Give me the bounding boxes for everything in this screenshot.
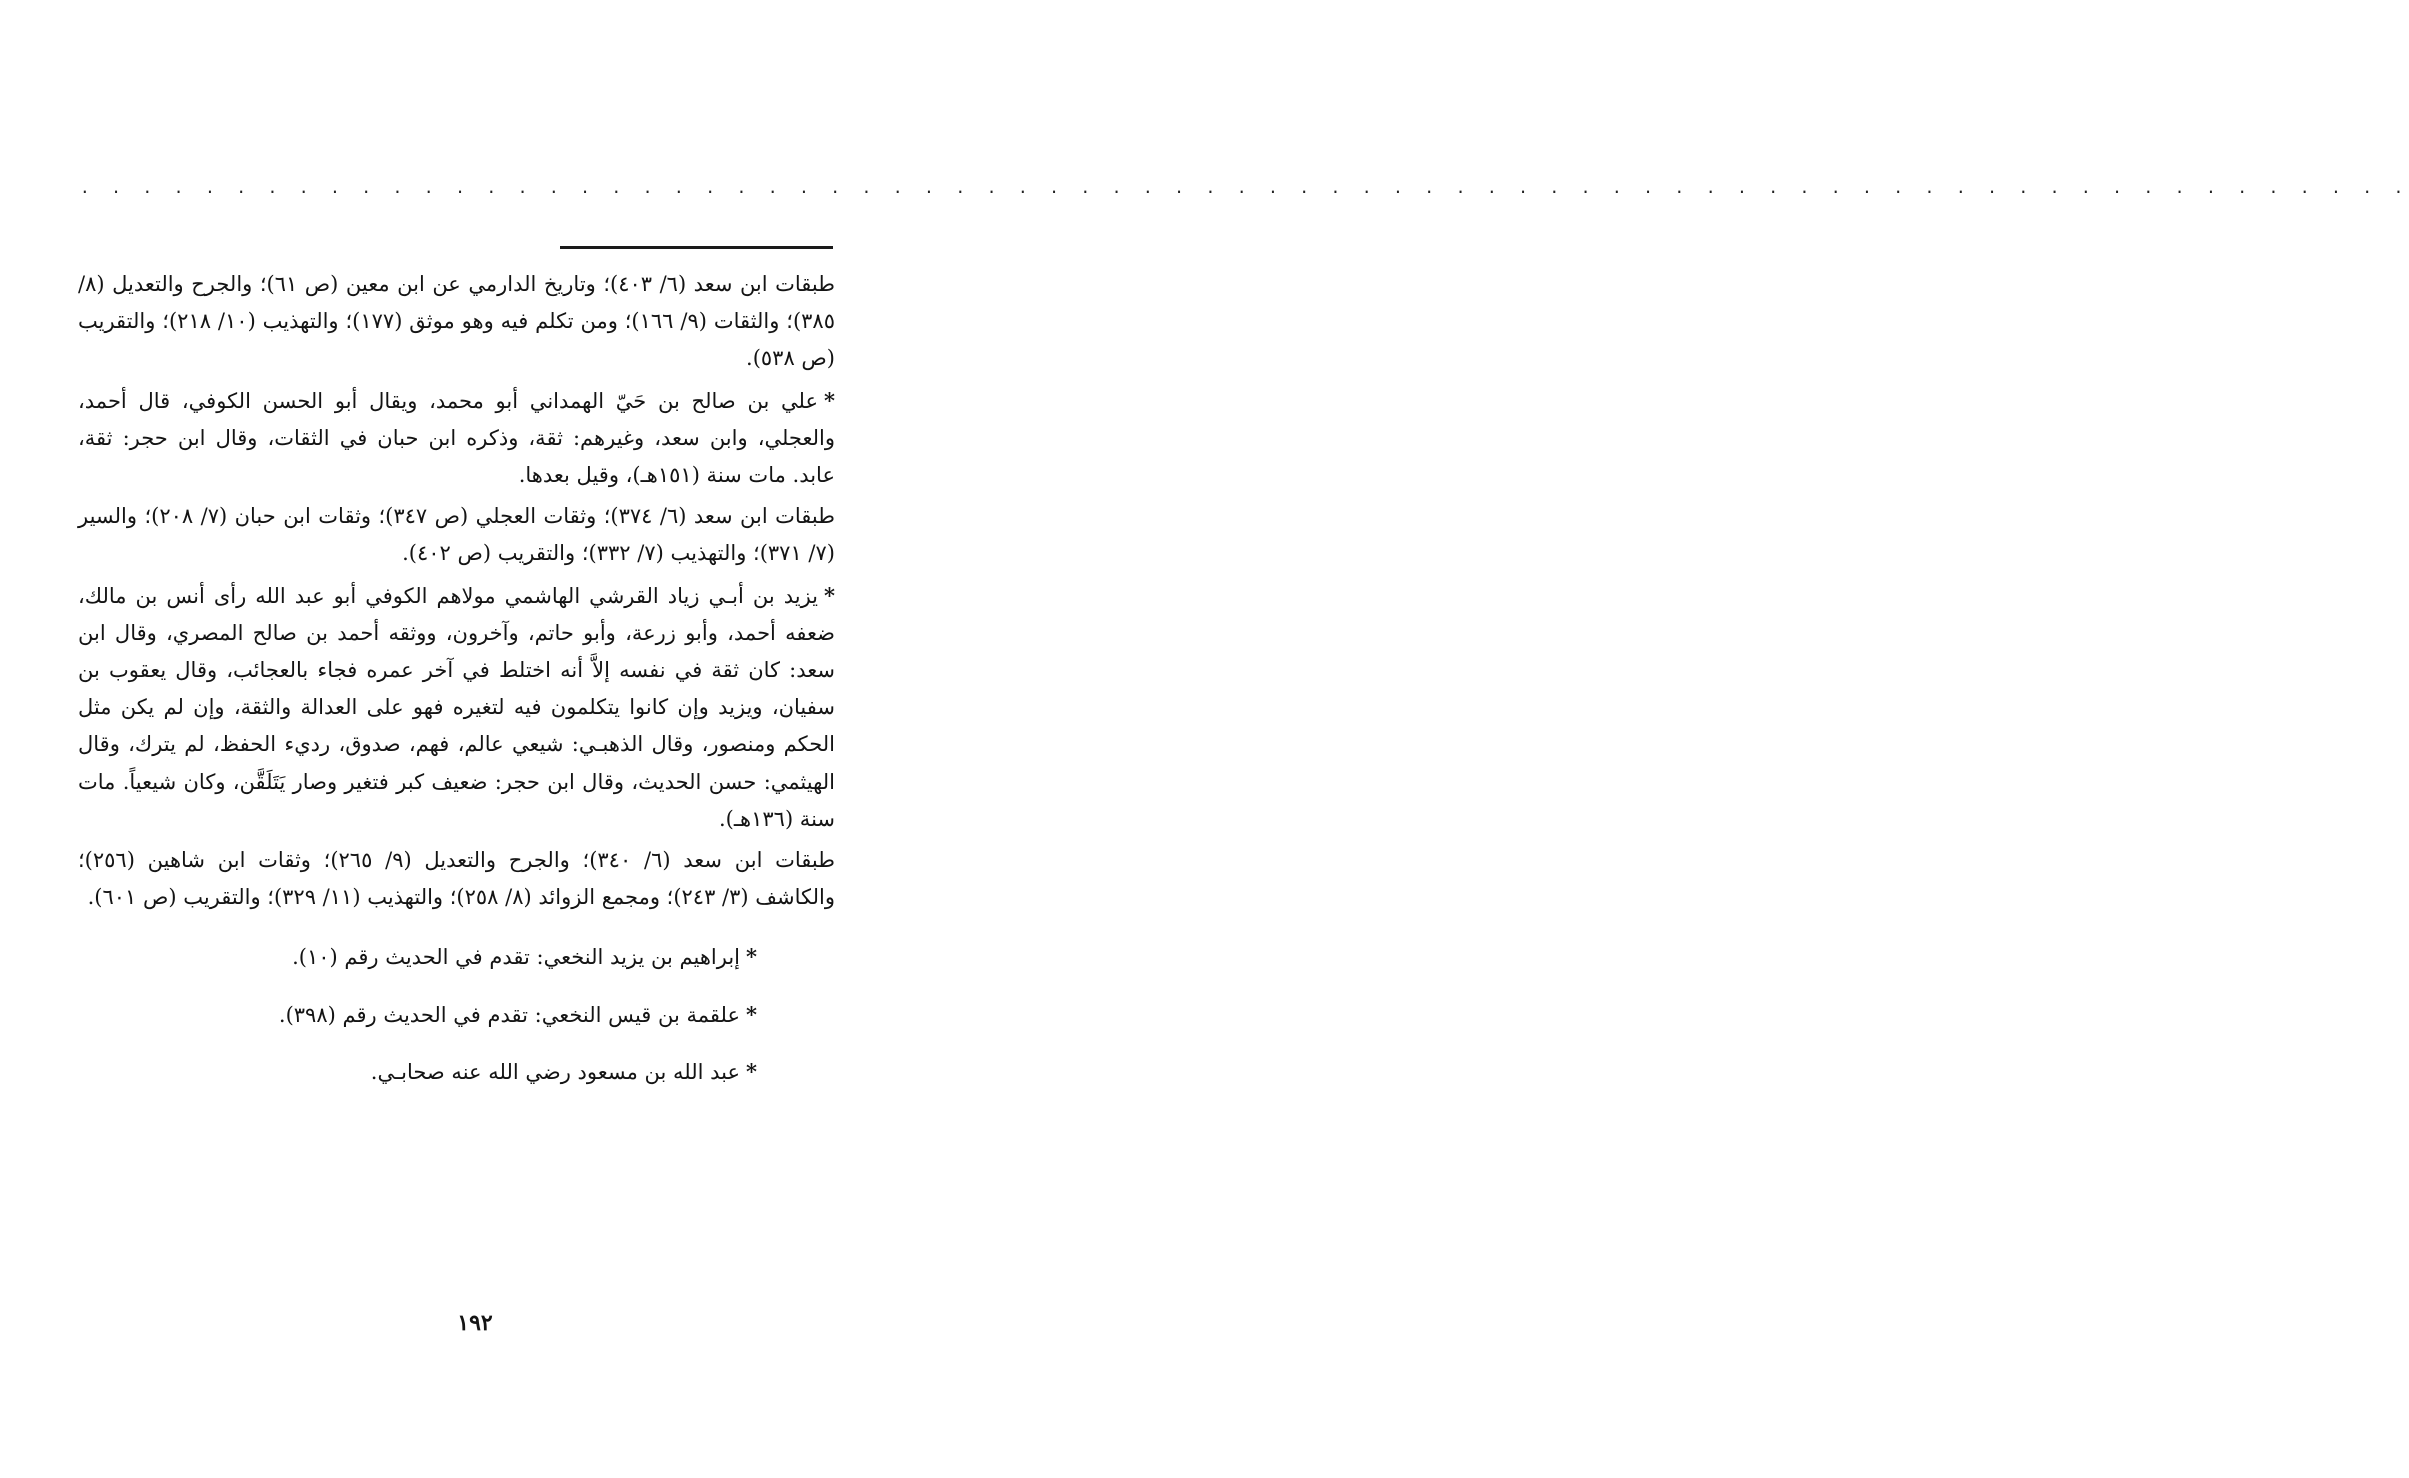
- asterisk-bullet: *: [824, 582, 835, 608]
- list-item: [78, 996, 757, 1034]
- main-text: [78, 266, 835, 1110]
- asterisk-bullet: *: [824, 387, 835, 413]
- paragraph-text: طبقات ابن سعد (٦/ ٣٤٠)؛ والجرح والتعديل (٩/ ٢٦٥)؛ وثقات ابن شاهين (٢٥٦)؛ والكاشف (٣/ ٢٤٣)؛ ومجمع الزوائد (٨/ ٢٥٨)؛ والتهذيب (١١/ ٣٢٩)؛ والتقريب (ص ٦٠١).: [78, 848, 835, 910]
- list-item-text: عبد الله بن مسعود رضي الله عنه صحابـي.: [370, 1059, 741, 1084]
- paragraph-text: طبقات ابن سعد (٦/ ٤٠٣)؛ وتاريخ الدارمي عن ابن معين (ص ٦١)؛ والجرح والتعديل (٨/ ٣٨٥)؛ والثقات (٩/ ١٦٦)؛ ومن تكلم فيه وهو موثق (١٧٧)؛ والتهذيب (١٠/ ٢١٨)؛ والتقريب (ص ٥٣٨).: [78, 272, 835, 371]
- list-item: [78, 938, 757, 976]
- paragraph-text: طبقات ابن سعد (٦/ ٣٧٤)؛ وثقات العجلي (ص ٣٤٧)؛ وثقات ابن حبان (٧/ ٢٠٨)؛ والسير (٧/ ٣٧١)؛ والتهذيب (٧/ ٣٣٢)؛ والتقريب (ص ٤٠٢).: [78, 504, 835, 566]
- sources-paragraph-1: [78, 266, 835, 378]
- asterisk-bullet: *: [746, 944, 757, 970]
- narrator-entry-yazid-bin-abi-ziyad: [78, 577, 835, 838]
- asterisk-bullet: *: [746, 1001, 757, 1027]
- dotted-separator: . . . . . . . . . . . . . . . . . . . . . . . . . . . . . . . . . . . . . . . . . . . . . . . . . . . . . . . . . . . . . . . . . . . . . . . . . . .: [80, 178, 2409, 197]
- list-item-text: إبراهيم بن يزيد النخعي: تقدم في الحديث رقم (١٠).: [292, 945, 741, 970]
- list-item-text: علقمة بن قيس النخعي: تقدم في الحديث رقم (٣٩٨).: [278, 1002, 741, 1027]
- sources-paragraph-3: [78, 842, 835, 916]
- sources-paragraph-2: [78, 498, 835, 572]
- narrator-entry-ali-bin-salih: [78, 382, 835, 495]
- asterisk-bullet: *: [746, 1058, 757, 1084]
- footnote-rule: [560, 246, 833, 249]
- page-number: ١٩٢: [457, 1310, 493, 1336]
- paragraph-text: علي بن صالح بن حَيّ الهمداني أبو محمد، ويقال أبو الحسن الكوفي، قال أحمد، والعجلي، وابن سعد، وغيرهم: ثقة، وذكره ابن حبان في الثقات، وقال ابن حجر: ثقة، عابد. مات سنة (١٥١هـ)، وقيل بعدها.: [78, 388, 835, 488]
- list-item: [78, 1053, 757, 1091]
- short-narrator-list: [78, 938, 835, 1091]
- paragraph-text: يزيد بن أبـي زياد القرشي الهاشمي مولاهم الكوفي أبو عبد الله رأى أنس بن مالك، ضعفه أحمد، وأبو زرعة، وأبو حاتم، وآخرون، ووثقه أحمد بن صالح المصري، وقال ابن سعد: كان ثقة في نفسه إلاَّ أنه اختلط في آخر عمره فجاء بالعجائب، وقال يعقوب بن سفيان، ويزيد وإن كانوا يتكلمون فيه لتغيره فهو على العدالة والثقة، وإن لم يكن مثل الحكم ومنصور، وقال الذهبـي: شيعي عالم، فهم، صدوق، رديء الحفظ، لم يترك، وقال الهيثمي: حسن الحديث، وقال ابن حجر: ضعيف كبر فتغير وصار يَتَلَقَّن، وكان شيعياً. مات سنة (١٣٦هـ).: [78, 583, 835, 831]
